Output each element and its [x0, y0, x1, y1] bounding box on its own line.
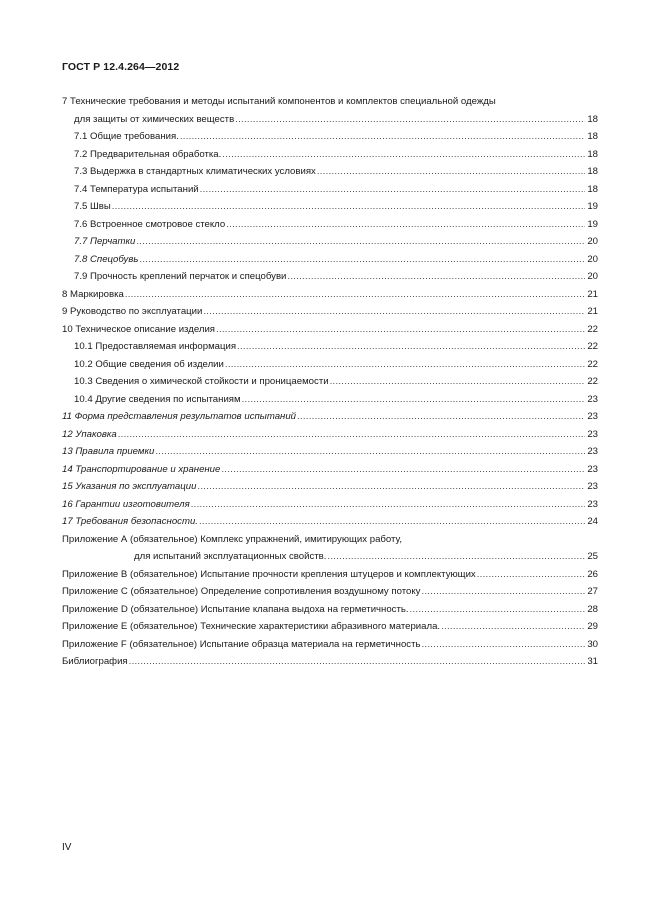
toc-leader-dots [136, 233, 585, 251]
toc-entry-title: 15 Указания по эксплуатации [62, 481, 197, 492]
toc-entry[interactable] [62, 373, 598, 391]
toc-leader-dots [129, 653, 585, 671]
toc-leader-dots [118, 426, 585, 444]
toc-entry[interactable] [62, 321, 598, 339]
toc-entry[interactable] [62, 461, 598, 479]
toc-leader-dots [155, 443, 585, 461]
toc-entry-page: 24 [587, 516, 598, 527]
toc-entry-page: 19 [587, 218, 598, 230]
toc-entry-page: 20 [587, 236, 598, 247]
toc-entry-title: 7.5 Швы [74, 201, 111, 212]
toc-leader-dots [477, 566, 585, 584]
toc-entry-title: 7.4 Температура испытаний [74, 183, 199, 195]
toc-entry[interactable] [62, 111, 598, 129]
toc-entry-title: 7.6 Встроенное смотровое стекло [74, 218, 226, 230]
toc-entry[interactable] [62, 548, 598, 566]
toc-entry-title: Приложение С (обязательное) Определение сопротивления воздушному потоку [62, 586, 421, 597]
toc-leader-dots [225, 356, 585, 374]
toc-entry[interactable] [62, 251, 598, 269]
toc-entry[interactable] [62, 128, 598, 146]
toc-entry[interactable] [62, 653, 598, 671]
toc-leader-dots [287, 268, 585, 286]
toc-leader-dots [199, 513, 585, 531]
toc-entry-title: 7.2 Предварительная обработка. [74, 148, 222, 160]
toc-entry-title: 17 Требования безопасности. [62, 516, 198, 527]
toc-entry[interactable] [62, 93, 598, 111]
page-number: IV [62, 842, 72, 853]
toc-leader-dots [441, 618, 585, 636]
toc-entry-page: 30 [587, 638, 598, 650]
toc-entry-page: 29 [587, 621, 598, 632]
toc-entry-page: 31 [587, 656, 598, 667]
toc-leader-dots [421, 583, 585, 601]
toc-leader-dots [297, 408, 585, 426]
toc-entry-page: 23 [587, 498, 598, 510]
toc-entry-page: 27 [587, 586, 598, 597]
toc-entry[interactable] [62, 513, 598, 531]
toc-entry-page: 18 [587, 148, 598, 160]
toc-entry[interactable] [62, 233, 598, 251]
toc-leader-dots [242, 391, 585, 409]
toc-entry[interactable] [62, 636, 598, 654]
toc-entry-page: 23 [587, 411, 598, 422]
toc-entry-page: 23 [587, 446, 598, 457]
toc-entry-page: 20 [587, 253, 598, 265]
toc-leader-dots [235, 111, 585, 129]
toc-leader-dots [191, 496, 585, 514]
toc-entry-page: 22 [587, 341, 598, 352]
toc-leader-dots [237, 338, 585, 356]
toc-entry[interactable] [62, 198, 598, 216]
toc-entry[interactable] [62, 478, 598, 496]
toc-entry-title: для испытаний эксплуатационных свойств. [134, 551, 327, 562]
toc-leader-dots [222, 146, 585, 164]
toc-entry-title: 10.1 Предоставляемая информация [74, 341, 237, 352]
toc-leader-dots [422, 636, 586, 654]
toc-entry-page: 21 [587, 306, 598, 317]
toc-entry-page: 28 [587, 603, 598, 615]
toc-entry-title: 7 Технические требования и методы испытаний компонентов и комплектов специальной одежды [62, 96, 496, 107]
toc-entry[interactable] [62, 216, 598, 234]
toc-leader-dots [216, 321, 585, 339]
toc-entry-page: 26 [587, 568, 598, 580]
toc-entry-page: 23 [587, 481, 598, 492]
toc-entry-title: для защиты от химических веществ [74, 113, 235, 125]
toc-entry-title: 10.4 Другие сведения по испытаниям [74, 393, 241, 405]
toc-entry[interactable] [62, 408, 598, 426]
toc-entry-title: 8 Маркировка [62, 288, 124, 300]
toc-entry-title: 7.8 Спецобувь [74, 253, 139, 265]
toc-entry-title: Приложение D (обязательное) Испытание клапана выдоха на герметичность. [62, 603, 409, 615]
toc-entry-title: 7.7 Перчатки [74, 236, 136, 247]
toc-entry-page: 22 [587, 376, 598, 387]
toc-entry-title: 9 Руководство по эксплуатации [62, 306, 203, 317]
toc-entry-title: 16 Гарантии изготовителя [62, 498, 190, 510]
toc-entry-title: 12 Упаковка [62, 428, 117, 440]
toc-entry[interactable] [62, 286, 598, 304]
toc-entry-page: 23 [587, 463, 598, 475]
toc-entry-title: Библиография [62, 656, 128, 667]
toc-entry[interactable] [62, 531, 598, 549]
toc-leader-dots [327, 548, 585, 566]
toc-leader-dots [330, 373, 585, 391]
toc-entry-page: 18 [587, 113, 598, 125]
toc-entry[interactable] [62, 163, 598, 181]
toc-entry[interactable] [62, 303, 598, 321]
toc-entry[interactable] [62, 496, 598, 514]
toc-entry-page: 21 [587, 288, 598, 300]
toc-entry-page: 23 [587, 428, 598, 440]
toc-leader-dots [203, 303, 585, 321]
toc-entry[interactable] [62, 601, 598, 619]
toc-entry-page: 22 [587, 323, 598, 335]
toc-entry-title: Приложение F (обязательное) Испытание образца материала на герметичность [62, 638, 421, 650]
toc-entry-title: 10 Техническое описание изделия [62, 323, 216, 335]
toc-entry-title: 14 Транспортирование и хранение [62, 463, 221, 475]
toc-entry[interactable] [62, 618, 598, 636]
toc-entry-page: 18 [587, 131, 598, 142]
toc-leader-dots [410, 601, 585, 619]
toc-entry-page: 18 [587, 166, 598, 177]
toc-entry[interactable] [62, 443, 598, 461]
toc-entry-title: 7.3 Выдержка в стандартных климатических условиях [74, 166, 316, 177]
toc-entry-title: Приложение Е (обязательное) Технические характеристики абразивного материала. [62, 621, 441, 632]
toc-entry-title: 10.3 Сведения о химической стойкости и проницаемости [74, 376, 329, 387]
toc-entry-page: 23 [587, 393, 598, 405]
toc-entry[interactable] [62, 146, 598, 164]
toc-leader-dots [125, 286, 585, 304]
toc-entry-title: 7.1 Общие требования. [74, 131, 179, 142]
toc-entry-title: 10.2 Общие сведения об изделии [74, 358, 224, 370]
toc-entry-title: 7.9 Прочность креплений перчаток и спецобуви [74, 271, 287, 282]
toc-leader-dots [197, 478, 585, 496]
toc-leader-dots [139, 251, 585, 269]
toc-entry-title: 11 Форма представления результатов испытаний [62, 411, 296, 422]
toc-entry[interactable] [62, 338, 598, 356]
toc-leader-dots [112, 198, 585, 216]
toc-leader-dots [180, 128, 585, 146]
toc-entry[interactable] [62, 583, 598, 601]
toc-leader-dots [221, 461, 585, 479]
toc-entry-title: 13 Правила приемки [62, 446, 155, 457]
toc-entry[interactable] [62, 181, 598, 199]
toc-entry-title: Приложение В (обязательное) Испытание прочности крепления штуцеров и комплектующих [62, 568, 476, 580]
document-header: ГОСТ Р 12.4.264—2012 [62, 61, 180, 73]
toc-entry-title: Приложение А (обязательное) Комплекс упражнений, имитирующих работу, [62, 533, 403, 545]
toc-leader-dots [200, 181, 585, 199]
toc-entry[interactable] [62, 566, 598, 584]
toc-entry[interactable] [62, 391, 598, 409]
toc-entry[interactable] [62, 426, 598, 444]
toc-leader-dots [317, 163, 585, 181]
table-of-contents [62, 93, 598, 671]
toc-entry[interactable] [62, 356, 598, 374]
toc-leader-dots [226, 216, 585, 234]
toc-entry-page: 19 [587, 201, 598, 212]
toc-entry[interactable] [62, 268, 598, 286]
toc-entry-page: 20 [587, 271, 598, 282]
toc-entry-page: 22 [587, 358, 598, 370]
toc-entry-page: 25 [587, 551, 598, 562]
toc-entry-page: 18 [587, 183, 598, 195]
